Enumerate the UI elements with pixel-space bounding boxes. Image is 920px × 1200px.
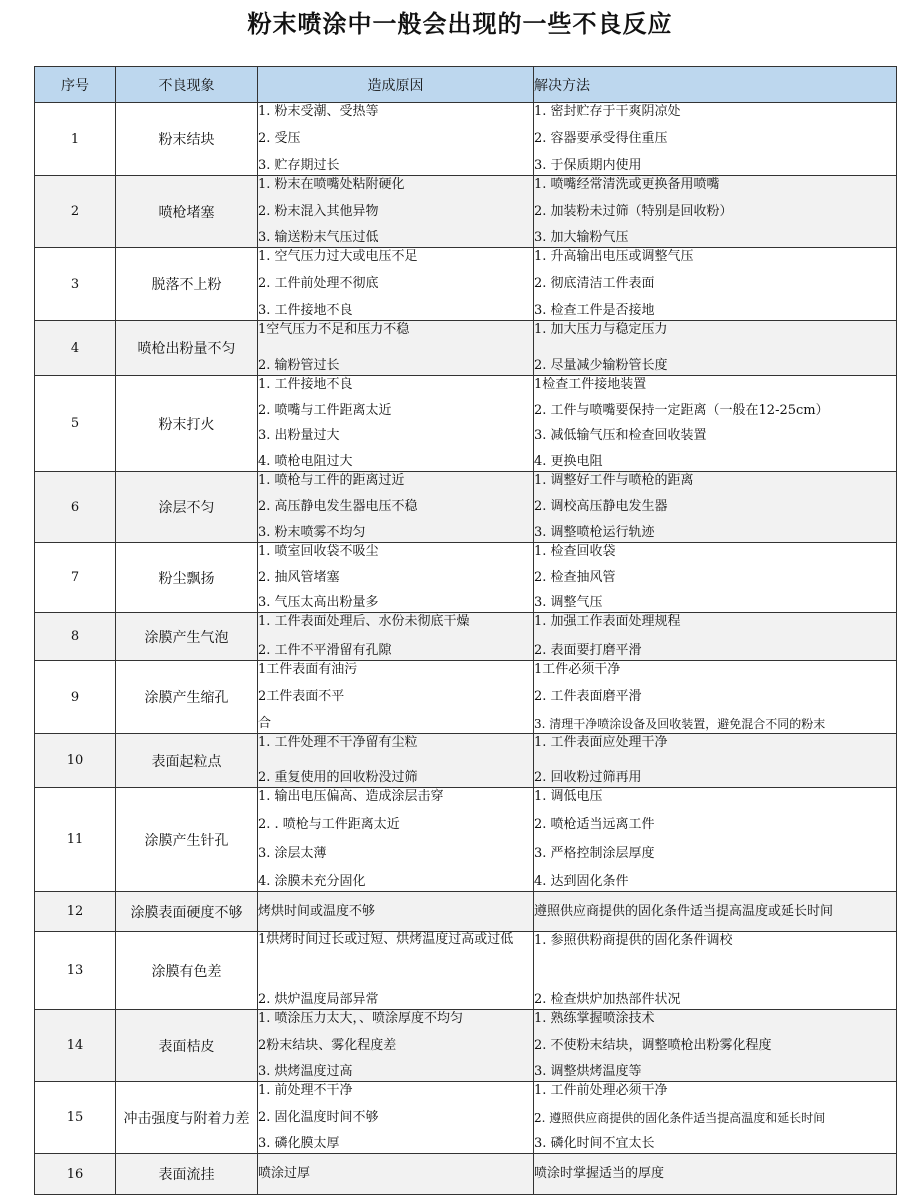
solution-line: 2. 彻底清洁工件表面: [534, 276, 655, 291]
table-row: [35, 472, 897, 543]
cause-list: [258, 376, 533, 471]
cause-line: 1. 粉末在喷嘴处粘附硬化: [258, 177, 405, 192]
solution-line: 3. 调整气压: [534, 595, 603, 610]
cause-list: [258, 1010, 533, 1081]
solution-line: 3. 调整喷枪运行轨迹: [534, 525, 655, 540]
table-row: [35, 1154, 897, 1195]
cause-line: 3. 磷化膜太厚: [258, 1136, 340, 1151]
cause-line: 喷涂过厚: [258, 1166, 311, 1181]
cause-line: 2粉末结块、雾化程度差: [258, 1037, 397, 1053]
cause-cell: [258, 103, 534, 176]
cause-line: 3. 出粉量过大: [258, 428, 340, 444]
solution-cell: [534, 376, 897, 472]
solution-list: [534, 661, 896, 733]
cause-line: 3. 输送粉末气压过低: [258, 230, 379, 245]
solution-cell: [534, 176, 897, 248]
cause-line: 2. 粉末混入其他异物: [258, 203, 379, 219]
defect-name: 涂膜产生气泡: [116, 613, 258, 661]
cause-line: 1. 工件处理不干净留有尘粒: [258, 735, 418, 750]
page-title: 粉末喷涂中一般会出现的一些不良反应: [247, 10, 673, 38]
table-row: [35, 376, 897, 472]
defect-name: 表面起粒点: [116, 734, 258, 788]
row-number: 9: [35, 661, 116, 734]
cause-cell: [258, 613, 534, 661]
solution-cell: [534, 788, 897, 892]
solution-line: 2. 表面要打磨平滑: [534, 643, 642, 658]
cause-list: [258, 176, 533, 247]
cause-cell: [258, 1154, 534, 1195]
solution-line: 2. 遵照供应商提供的固化条件适当提高温度和延长时间: [534, 1110, 826, 1125]
row-number: 13: [35, 932, 116, 1010]
cause-line: 3. 粉末喷雾不均匀: [258, 525, 366, 540]
solution-cell: [534, 472, 897, 543]
solution-list: [534, 176, 896, 247]
solution-line: 2. 容器要承受得住重压: [534, 131, 668, 146]
solution-list: [534, 472, 896, 542]
cause-line: 2. 重复使用的回收粉没过筛: [258, 770, 418, 785]
row-number: 1: [35, 103, 116, 176]
cause-cell: [258, 788, 534, 892]
table-row: [35, 176, 897, 248]
solution-line: 1. 加强工作表面处理规程: [534, 614, 681, 629]
cause-cell: [258, 734, 534, 788]
solution-cell: [534, 321, 897, 376]
solution-line: 2. 检查抽风管: [534, 569, 616, 585]
solution-line: 1. 喷嘴经常清洗或更换备用喷嘴: [534, 177, 720, 192]
solution-list: [534, 1154, 896, 1194]
solution-line: 2. 喷枪适当远离工件: [534, 817, 655, 833]
solution-cell: [534, 1154, 897, 1195]
cause-cell: [258, 1010, 534, 1082]
cause-line: 烤烘时间或温度不够: [258, 903, 376, 919]
header-defect: 不良现象: [116, 67, 258, 103]
cause-cell: [258, 376, 534, 472]
cause-list: [258, 321, 533, 375]
solution-list: [534, 248, 896, 320]
solution-line: 3. 检查工件是否接地: [534, 303, 655, 318]
cause-line: 3. 涂层太薄: [258, 845, 327, 861]
solution-line: 2. 不使粉末结块，调整喷枪出粉雾化程度: [534, 1037, 772, 1053]
defect-name: 粉末结块: [116, 103, 258, 176]
cause-line: 2. 固化温度时间不够: [258, 1109, 379, 1125]
solution-cell: [534, 1082, 897, 1154]
cause-line: 1烘烤时间过长或过短、烘烤温度过高或过低: [258, 932, 514, 947]
cause-line: 4. 喷枪电阻过大: [258, 453, 353, 469]
table-row: [35, 1010, 897, 1082]
cause-cell: [258, 1082, 534, 1154]
cause-line: 合: [258, 716, 272, 731]
cause-line: 1空气压力不足和压力不稳: [258, 322, 410, 337]
defect-name: 涂膜表面硬度不够: [116, 892, 258, 932]
cause-line: 3. 贮存期过长: [258, 158, 340, 173]
cause-line: 1. 空气压力过大或电压不足: [258, 249, 418, 264]
defect-name: 涂膜产生缩孔: [116, 661, 258, 734]
cause-line: 3. 烘烤温度过高: [258, 1064, 353, 1079]
cause-list: [258, 248, 533, 320]
defect-name: 涂膜产生针孔: [116, 788, 258, 892]
solution-line: 1. 调整好工件与喷枪的距离: [534, 473, 694, 488]
cause-line: 1工件表面有油污: [258, 662, 358, 677]
table-row: [35, 248, 897, 321]
table-row: [35, 103, 897, 176]
solution-line: 1. 加大压力与稳定压力: [534, 322, 668, 337]
row-number: 10: [35, 734, 116, 788]
solution-cell: [534, 613, 897, 661]
cause-list: [258, 734, 533, 787]
cause-list: [258, 1154, 533, 1194]
cause-cell: [258, 543, 534, 613]
solution-line: 3. 于保质期内使用: [534, 158, 642, 173]
solution-line: 遵照供应商提供的固化条件适当提高温度或延长时间: [534, 903, 834, 919]
cause-line: 2. 工件不平滑留有孔隙: [258, 643, 392, 658]
solution-list: [534, 932, 896, 1009]
cause-line: 2. 工件前处理不彻底: [258, 276, 379, 291]
cause-list: [258, 1082, 533, 1153]
row-number: 15: [35, 1082, 116, 1154]
cause-cell: [258, 932, 534, 1010]
table-row: [35, 892, 897, 932]
solution-line: 2. 调校高压静电发生器: [534, 499, 668, 514]
solution-cell: [534, 932, 897, 1010]
solution-line: 1. 调低电压: [534, 789, 603, 804]
header-cause: 造成原因: [258, 67, 534, 103]
solution-line: 3. 加大输粉气压: [534, 230, 629, 245]
cause-line: 1. 前处理不干净: [258, 1083, 353, 1098]
row-number: 6: [35, 472, 116, 543]
cause-line: 2. 高压静电发生器电压不稳: [258, 499, 418, 514]
solution-cell: [534, 103, 897, 176]
cause-line: 1. 输出电压偏高、造成涂层击穿: [258, 789, 444, 804]
cause-line: 1. 喷枪与工件的距离过近: [258, 473, 405, 488]
cause-line: 1. 粉末受潮、受热等: [258, 104, 379, 119]
cause-list: [258, 613, 533, 660]
table-row: [35, 613, 897, 661]
solution-line: 2. 工件表面磨平滑: [534, 689, 642, 704]
defect-name: 表面桔皮: [116, 1010, 258, 1082]
table-row: [35, 543, 897, 613]
solution-list: [534, 321, 896, 375]
row-number: 7: [35, 543, 116, 613]
row-number: 11: [35, 788, 116, 892]
solution-cell: [534, 248, 897, 321]
cause-line: 2. 抽风管堵塞: [258, 569, 340, 585]
solution-line: 1工件必须干净: [534, 662, 621, 677]
solution-line: 1. 升高输出电压或调整气压: [534, 249, 694, 264]
solution-line: 3. 清理干净喷涂设备及回收装置，避免混合不同的粉末: [534, 717, 826, 731]
solution-list: [534, 892, 896, 931]
solution-line: 喷涂时掌握适当的厚度: [534, 1166, 665, 1181]
table-body: [35, 103, 897, 1195]
row-number: 4: [35, 321, 116, 376]
table-row: [35, 734, 897, 788]
solution-line: 2. 检查烘炉加热部件状况: [534, 992, 681, 1007]
solution-line: 1. 检查回收袋: [534, 544, 616, 559]
solution-line: 4. 达到固化条件: [534, 873, 629, 889]
solution-line: 2. 回收粉过筛再用: [534, 770, 642, 785]
defect-name: 喷枪出粉量不匀: [116, 321, 258, 376]
row-number: 14: [35, 1010, 116, 1082]
solution-line: 2. 加装粉未过筛（特别是回收粉）: [534, 203, 733, 219]
solution-line: 3. 严格控制涂层厚度: [534, 845, 655, 861]
cause-list: [258, 661, 533, 733]
solution-line: 3. 减低输气压和检查回收装置: [534, 428, 707, 444]
cause-list: [258, 543, 533, 612]
solution-cell: [534, 734, 897, 788]
cause-cell: [258, 472, 534, 543]
solution-list: [534, 103, 896, 175]
cause-cell: [258, 321, 534, 376]
cause-line: 1. 喷涂压力太大，、喷涂厚度不均匀: [258, 1011, 464, 1026]
header-no: 序号: [35, 67, 116, 103]
cause-line: 2. . 喷枪与工件距离太近: [258, 817, 400, 833]
row-number: 8: [35, 613, 116, 661]
cause-line: 1. 工件表面处理后、水份未彻底干燥: [258, 614, 470, 629]
cause-line: 3. 气压太高出粉量多: [258, 595, 379, 610]
defect-name: 脱落不上粉: [116, 248, 258, 321]
solution-cell: [534, 661, 897, 734]
solution-line: 2. 工件与喷嘴要保持一定距离（一般在12-25cm）: [534, 402, 829, 418]
solution-cell: [534, 892, 897, 932]
row-number: 16: [35, 1154, 116, 1195]
defect-name: 冲击强度与附着力差: [116, 1082, 258, 1154]
cause-list: [258, 892, 533, 931]
solution-list: [534, 543, 896, 612]
cause-cell: [258, 892, 534, 932]
solution-line: 3. 磷化时间不宜太长: [534, 1136, 655, 1151]
solution-list: [534, 734, 896, 787]
cause-cell: [258, 248, 534, 321]
cause-line: 3. 工件接地不良: [258, 303, 353, 318]
row-number: 5: [35, 376, 116, 472]
table-row: [35, 932, 897, 1010]
row-number: 12: [35, 892, 116, 932]
cause-list: [258, 932, 533, 1009]
solution-list: [534, 1010, 896, 1081]
solution-list: [534, 788, 896, 891]
cause-line: 2. 烘炉温度局部异常: [258, 992, 379, 1007]
defects-table: [34, 66, 897, 1195]
cause-line: 2. 喷嘴与工件距离太近: [258, 402, 392, 418]
header-solution: 解决方法: [534, 67, 897, 103]
solution-line: 1检查工件接地装置: [534, 377, 647, 392]
cause-line: 2工件表面不平: [258, 689, 345, 704]
defect-name: 涂膜有色差: [116, 932, 258, 1010]
table-row: [35, 1082, 897, 1154]
cause-list: [258, 788, 533, 891]
cause-list: [258, 472, 533, 542]
cause-cell: [258, 176, 534, 248]
defect-name: 表面流挂: [116, 1154, 258, 1195]
cause-list: [258, 103, 533, 175]
cause-cell: [258, 661, 534, 734]
defect-name: 粉末打火: [116, 376, 258, 472]
solution-list: [534, 1082, 896, 1153]
solution-line: 1. 工件表面应处理干净: [534, 735, 668, 750]
solution-line: 1. 密封贮存于干爽阴凉处: [534, 104, 681, 119]
table-row: [35, 321, 897, 376]
cause-line: 1. 喷室回收袋不吸尘: [258, 544, 379, 559]
solution-line: 1. 工件前处理必须干净: [534, 1083, 668, 1098]
cause-line: 2. 受压: [258, 131, 301, 146]
row-number: 3: [35, 248, 116, 321]
cause-line: 2. 输粉管过长: [258, 358, 340, 373]
table-header-row: [35, 67, 897, 103]
row-number: 2: [35, 176, 116, 248]
solution-line: 1. 参照供粉商提供的固化条件调校: [534, 933, 733, 948]
solution-list: [534, 613, 896, 660]
table-row: [35, 788, 897, 892]
solution-line: 2. 尽量减少输粉管长度: [534, 358, 668, 373]
solution-cell: [534, 1010, 897, 1082]
defect-name: 涂层不匀: [116, 472, 258, 543]
cause-line: 1. 工件接地不良: [258, 377, 353, 392]
defect-name: 粉尘飘扬: [116, 543, 258, 613]
solution-list: [534, 376, 896, 471]
defect-name: 喷枪堵塞: [116, 176, 258, 248]
solution-line: 3. 调整烘烤温度等: [534, 1064, 642, 1079]
solution-line: 1. 熟练掌握喷涂技术: [534, 1011, 655, 1026]
cause-line: 4. 涂膜未充分固化: [258, 873, 366, 889]
table-row: [35, 661, 897, 734]
solution-cell: [534, 543, 897, 613]
solution-line: 4. 更换电阻: [534, 453, 603, 469]
